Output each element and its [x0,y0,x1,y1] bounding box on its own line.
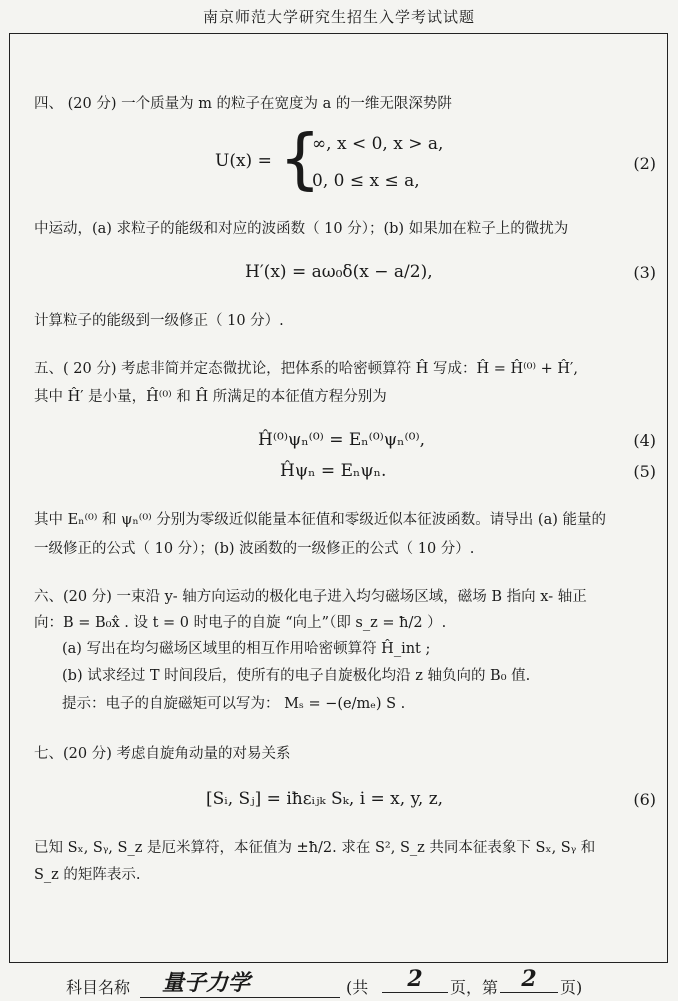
q4-eq-case2: 0, 0 ≤ x ≤ a, [312,171,420,191]
q6-line4: (b) 试求经过 T 时间段后，使所有的电子自旋极化均沿 z 轴负向的 B₀ 值. [62,668,531,684]
q5-line3: 其中 Eₙ⁽⁰⁾ 和 ψₙ⁽⁰⁾ 分别为零级近似能量本征值和零级近似本征波函数。请导出 (a) 能量的 [34,512,606,528]
q7-eq: [Sᵢ, Sⱼ] = iħεᵢⱼₖ Sₖ, i = x, y, z, [206,789,444,809]
q5-line4: 一级修正的公式（ 10 分）；(b) 波函数的一级修正的公式（ 10 分）. [34,541,475,557]
footer-page-current: 2 [500,966,558,993]
q4-end: 计算粒子的能级到一级修正（ 10 分）. [34,313,284,329]
q4-intro: 四、 (20 分) 一个质量为 m 的粒子在宽度为 a 的一维无限深势阱 [34,96,452,112]
q6-line3: (a) 写出在均匀磁场区域里的相互作用哈密顿算符 Ĥ_int ; [62,641,431,657]
q5-line2: 其中 Ĥ′ 是小量，Ĥ⁽⁰⁾ 和 Ĥ 所满足的本征值方程分别为 [34,389,387,405]
q5-line1: 五、( 20 分) 考虑非简并定态微扰论，把体系的哈密顿算符 Ĥ 写成：Ĥ = Ĥ⁽⁰⁾ + Ĥ′, [34,361,578,377]
q7-line3: S_z 的矩阵表示. [34,867,141,883]
exam-header-title: 南京师范大学研究生招生入学考试试题 [202,8,475,26]
q4-eq2: H′(x) = aω₀δ(x − a/2), [245,262,433,282]
q5-eq1: Ĥ⁽⁰⁾ψₙ⁽⁰⁾ = Eₙ⁽⁰⁾ψₙ⁽⁰⁾, [258,430,426,450]
q4-mid: 中运动，(a) 求粒子的能级和对应的波函数（ 10 分）；(b) 如果加在粒子上的微扰为 [34,221,569,237]
footer-pages-total: 2 [382,966,448,993]
footer-pages-mid: 页，第 [450,978,499,997]
q6-line2: 向：B = B₀x̂ . 设 t = 0 时电子的自旋 “向上”（即 s_z = ħ/2 ）. [34,615,447,631]
q4-eq2-number: (3) [633,263,656,282]
q5-eq2-number: (5) [633,462,656,481]
q7-line2: 已知 Sₓ, Sᵧ, S_z 是厄米算符，本征值为 ±ħ/2. 求在 S², S_z 共同本征表象下 Sₓ, Sᵧ 和 [34,840,596,856]
footer-subject-value: 量子力学 [140,966,340,998]
footer-subject-label: 科目名称 [66,978,131,997]
q7-eq-number: (6) [633,790,656,809]
q5-eq2: Ĥψₙ = Eₙψₙ. [280,461,387,481]
q4-eq-lhs: U(x) = [215,151,272,171]
q4-brace: { [279,120,321,197]
q6-line1: 六、(20 分) 一束沿 y- 轴方向运动的极化电子进入均匀磁场区域，磁场 B 指向 x- 轴正 [34,589,587,605]
footer-pages-open: (共 [346,978,369,997]
q4-eq-number: (2) [633,154,656,173]
q7-line1: 七、(20 分) 考虑自旋角动量的对易关系 [34,746,291,762]
q4-eq-case1: ∞, x < 0, x > a, [312,134,444,154]
q5-eq1-number: (4) [633,431,656,450]
footer-pages-close: 页) [560,978,583,997]
q6-hint: 提示：电子的自旋磁矩可以写为： Mₛ = −(e/mₑ) S . [62,696,406,712]
